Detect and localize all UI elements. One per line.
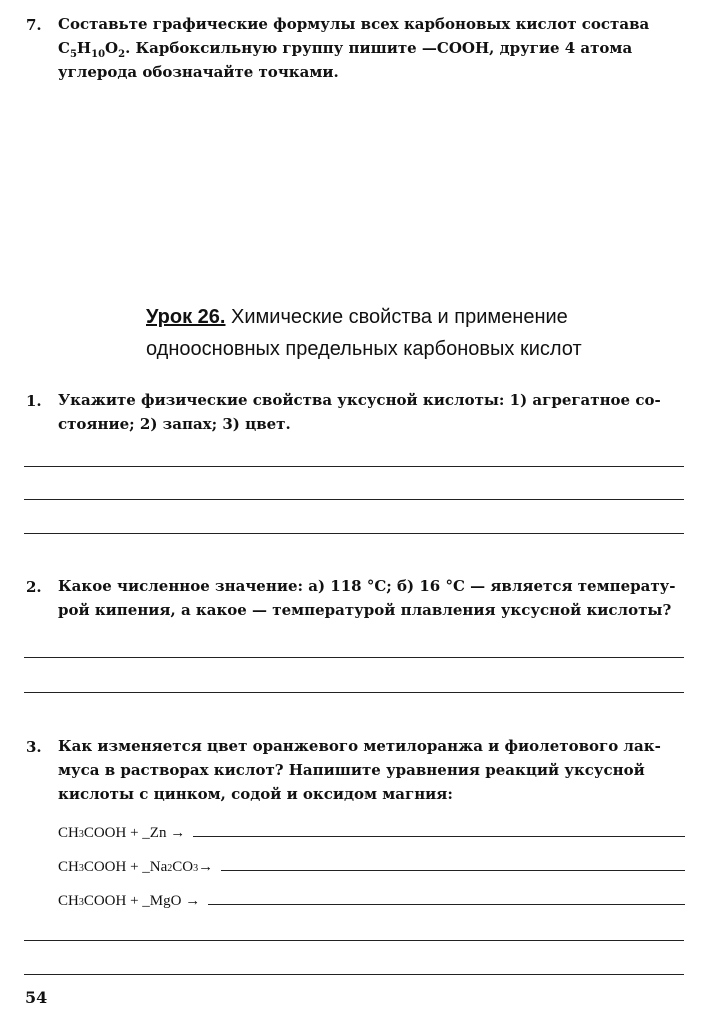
question-3-line-1: Как изменяется цвет оранжевого метилоранжа и фиолетового лак-	[58, 737, 661, 755]
answer-line[interactable]	[24, 692, 684, 693]
question-1-line-2: стояние; 2) запах; 3) цвет.	[58, 415, 291, 433]
eq-zinc-sub: 3	[78, 829, 84, 840]
eq-mg-rest: COOH + _MgO →	[83, 893, 201, 909]
lesson-title-line-1	[146, 306, 568, 329]
answer-line[interactable]	[24, 499, 684, 500]
question-2-line-1: Какое численное значение: а) 118 °С; б) 16 °С — является температу-	[58, 577, 676, 595]
equation-answer-blank[interactable]	[208, 890, 685, 905]
formula-o-sub: 2	[118, 49, 126, 60]
eq-mg-sub: 3	[78, 897, 84, 908]
eq-soda-sub2: 2	[167, 863, 173, 874]
eq-zinc-rest: COOH + _Zn →	[83, 825, 186, 841]
task-7-line-3: углерода обозначайте точками.	[58, 63, 339, 81]
question-3-number: 3.	[26, 738, 42, 756]
equation-soda	[58, 856, 685, 876]
eq-soda-co: CO	[172, 859, 194, 875]
answer-line[interactable]	[24, 940, 684, 941]
formula-h: H	[76, 39, 92, 57]
question-3-line-2: муса в растворах кислот? Напишите уравнения реакций уксусной	[58, 761, 645, 779]
equation-zinc	[58, 822, 685, 842]
question-2-line-2: рой кипения, а какое — температурой плавления уксусной кислоты?	[58, 601, 672, 619]
eq-soda-sub3: 3	[193, 863, 199, 874]
answer-line[interactable]	[24, 466, 684, 467]
eq-soda-cooh-na: COOH + _Na	[83, 859, 168, 875]
equation-answer-blank[interactable]	[221, 856, 685, 871]
formula-h-sub: 10	[91, 49, 106, 60]
task-7-line-2-rest: . Карбоксильную группу пишите —COOH, другие 4 атома	[125, 39, 633, 57]
question-3-line-3: кислоты с цинком, содой и оксидом магния:	[58, 785, 453, 803]
eq-soda-ch: CH	[58, 859, 79, 875]
equation-magnesium	[58, 890, 685, 910]
eq-mg-ch: CH	[58, 893, 79, 909]
question-1-line-1: Укажите физические свойства уксусной кислоты: 1) агрегатное со-	[58, 391, 661, 409]
equation-answer-blank[interactable]	[193, 822, 685, 837]
formula-c-sub: 5	[69, 49, 77, 60]
task-7-line-1: Составьте графические формулы всех карбоновых кислот состава	[58, 15, 650, 33]
answer-line[interactable]	[24, 657, 684, 658]
lesson-title-1: Химические свойства и применение	[231, 306, 568, 328]
eq-zinc-ch: CH	[58, 825, 79, 841]
answer-line[interactable]	[24, 974, 684, 975]
eq-soda-arrow: →	[198, 859, 214, 875]
question-2-number: 2.	[26, 578, 42, 596]
task-7-number: 7.	[26, 16, 42, 34]
eq-soda-sub1: 3	[78, 863, 84, 874]
formula-o: O	[105, 39, 119, 57]
question-1-number: 1.	[26, 392, 42, 410]
lesson-title-line-2: одноосновных предельных карбоновых кислот	[146, 338, 582, 360]
formula-c: C	[58, 39, 70, 57]
lesson-label: Урок 26.	[146, 306, 226, 328]
page-number: 54	[25, 988, 48, 1007]
answer-line[interactable]	[24, 533, 684, 534]
